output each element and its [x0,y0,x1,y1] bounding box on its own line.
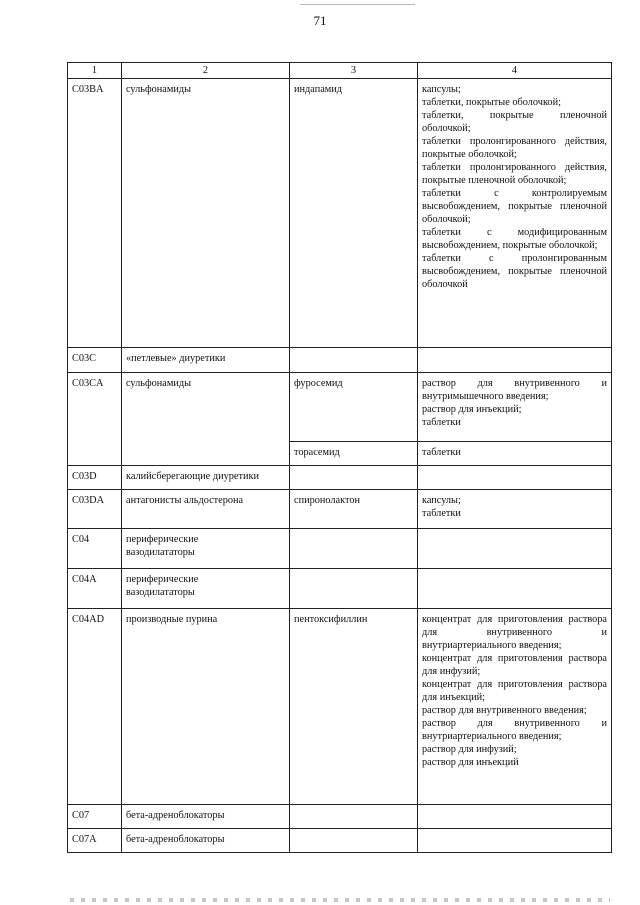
atc-code: C03C [68,348,122,373]
atc-code: C03CA [68,373,122,466]
dosage-form: раствор для внутривенного и внутримышечного введения; [422,378,607,402]
dosage-form: таблетки, покрытые оболочкой; [422,97,561,108]
col-header-3: 3 [290,63,418,79]
drug-name: фуросемид [290,373,418,442]
page-number: 71 [313,13,327,28]
col-header-1: 1 [68,63,122,79]
drug-table [67,62,612,853]
dosage-forms [418,805,612,829]
group-name: сульфонамиды [122,373,290,466]
atc-code: C03BA [68,79,122,348]
atc-code: C07A [68,829,122,853]
group-name: сульфонамиды [122,79,290,348]
atc-code: C03D [68,466,122,490]
dosage-form: таблетки [422,447,461,458]
dosage-form: капсулы; [422,495,461,506]
table-row [68,79,612,348]
drug-name: пентоксифиллин [290,609,418,805]
table-row [68,609,612,805]
group-name: периферические вазодилататоры [122,529,290,569]
dosage-form: таблетки пролонгированного действия, покрытые пленочной оболочкой; [422,162,607,186]
scan-noise [70,898,610,902]
dosage-forms [418,829,612,853]
drug-name [290,348,418,373]
dosage-form: таблетки с пролонгированным высвобождением, покрытые пленочной оболочкой [422,253,607,290]
dosage-forms [418,609,612,805]
dosage-forms [418,490,612,529]
table-row [68,805,612,829]
table-row [68,490,612,529]
table-row [68,569,612,609]
dosage-form: таблетки с модифицированным высвобождением, покрытые оболочкой; [422,227,607,251]
drug-name: торасемид [290,442,418,466]
dosage-form: таблетки, покрытые пленочной оболочкой; [422,110,607,134]
atc-code: C04AD [68,609,122,805]
atc-code: C04A [68,569,122,609]
drug-name: спиронолактон [290,490,418,529]
drug-name [290,529,418,569]
dosage-form: раствор для внутривенного введения; [422,705,587,716]
dosage-form: капсулы; [422,84,461,95]
header-row [68,63,612,79]
dosage-forms [418,79,612,348]
drug-name [290,805,418,829]
dosage-form: раствор для инфузий; [422,744,517,755]
drug-name [290,466,418,490]
drug-name: индапамид [290,79,418,348]
dosage-form: таблетки с контролируемым высвобождением, покрытые пленочной оболочкой; [422,188,607,225]
dosage-form: концентрат для приготовления раствора для внутривенного и внутриартериального введения; [422,614,607,651]
group-name: «петлевые» диуретики [122,348,290,373]
table-row [68,373,612,442]
dosage-forms [418,466,612,490]
table-row [68,529,612,569]
dosage-forms [418,442,612,466]
drug-name [290,569,418,609]
dosage-form: концентрат для приготовления раствора для инфузий; [422,653,607,677]
dosage-forms [418,373,612,442]
top-rule [300,4,415,5]
atc-code: C03DA [68,490,122,529]
drug-name [290,829,418,853]
dosage-form: таблетки [422,508,461,519]
atc-code: C07 [68,805,122,829]
dosage-form: таблетки пролонгированного действия, покрытые оболочкой; [422,136,607,160]
dosage-forms [418,569,612,609]
group-name: бета-адреноблокаторы [122,805,290,829]
col-header-4: 4 [418,63,612,79]
group-name: антагонисты альдостерона [122,490,290,529]
atc-code: C04 [68,529,122,569]
col-header-2: 2 [122,63,290,79]
dosage-form: таблетки [422,417,461,428]
table-row [68,466,612,490]
dosage-form: раствор для инъекций; [422,404,522,415]
group-name: калийсберегающие диуретики [122,466,290,490]
dosage-forms [418,348,612,373]
group-name: производные пурина [122,609,290,805]
dosage-form: концентрат для приготовления раствора для инъекций; [422,679,607,703]
dosage-forms [418,529,612,569]
table-row [68,829,612,853]
dosage-form: раствор для инъекций [422,757,519,768]
dosage-form: раствор для внутривенного и внутриартериального введения; [422,718,607,742]
table-row [68,348,612,373]
group-name: периферические вазодилататоры [122,569,290,609]
group-name: бета-адреноблокаторы [122,829,290,853]
